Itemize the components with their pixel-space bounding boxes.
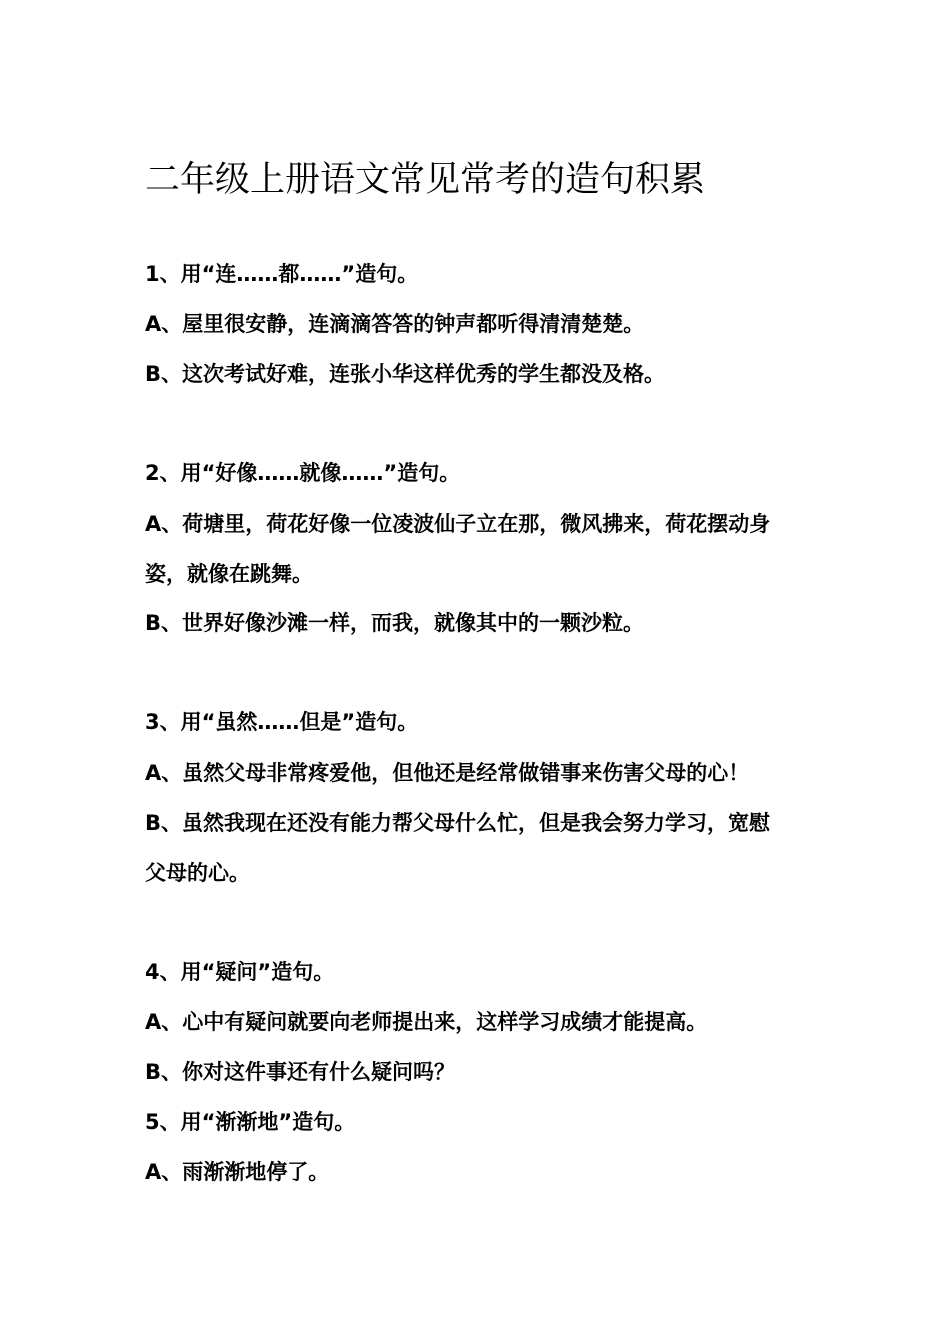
answer-5a: A、雨渐渐地停了。 — [145, 1160, 330, 1184]
answer-1b: B、这次考试好难，连张小华这样优秀的学生都没及格。 — [145, 362, 666, 386]
question-heading-3: 3、用“虽然……但是”造句。 — [145, 710, 419, 734]
answer-3a: A、虽然父母非常疼爱他，但他还是经常做错事来伤害父母的心！ — [145, 761, 750, 785]
question-heading-2: 2、用“好像……就像……”造句。 — [145, 461, 461, 485]
answer-1a: A、屋里很安静，连滴滴答答的钟声都听得清清楚楚。 — [145, 312, 645, 336]
answer-2a-line2: 姿，就像在跳舞。 — [145, 562, 313, 586]
question-heading-5: 5、用“渐渐地”造句。 — [145, 1110, 356, 1134]
answer-3b-line1: B、虽然我现在还没有能力帮父母什么忙，但是我会努力学习，宽慰 — [145, 811, 771, 835]
answer-3b-line2: 父母的心。 — [145, 861, 250, 885]
answer-4a: A、心中有疑问就要向老师提出来，这样学习成绩才能提高。 — [145, 1010, 708, 1034]
answer-4b: B、你对这件事还有什么疑问吗？ — [145, 1060, 456, 1084]
question-heading-4: 4、用“疑问”造句。 — [145, 960, 335, 984]
page-title: 二年级上册语文常见常考的造句积累 — [145, 160, 706, 200]
question-heading-1: 1、用“连……都……”造句。 — [145, 262, 419, 286]
answer-2b: B、世界好像沙滩一样，而我，就像其中的一颗沙粒。 — [145, 611, 645, 635]
answer-2a-line1: A、荷塘里，荷花好像一位凌波仙子立在那，微风拂来，荷花摆动身 — [145, 512, 771, 536]
